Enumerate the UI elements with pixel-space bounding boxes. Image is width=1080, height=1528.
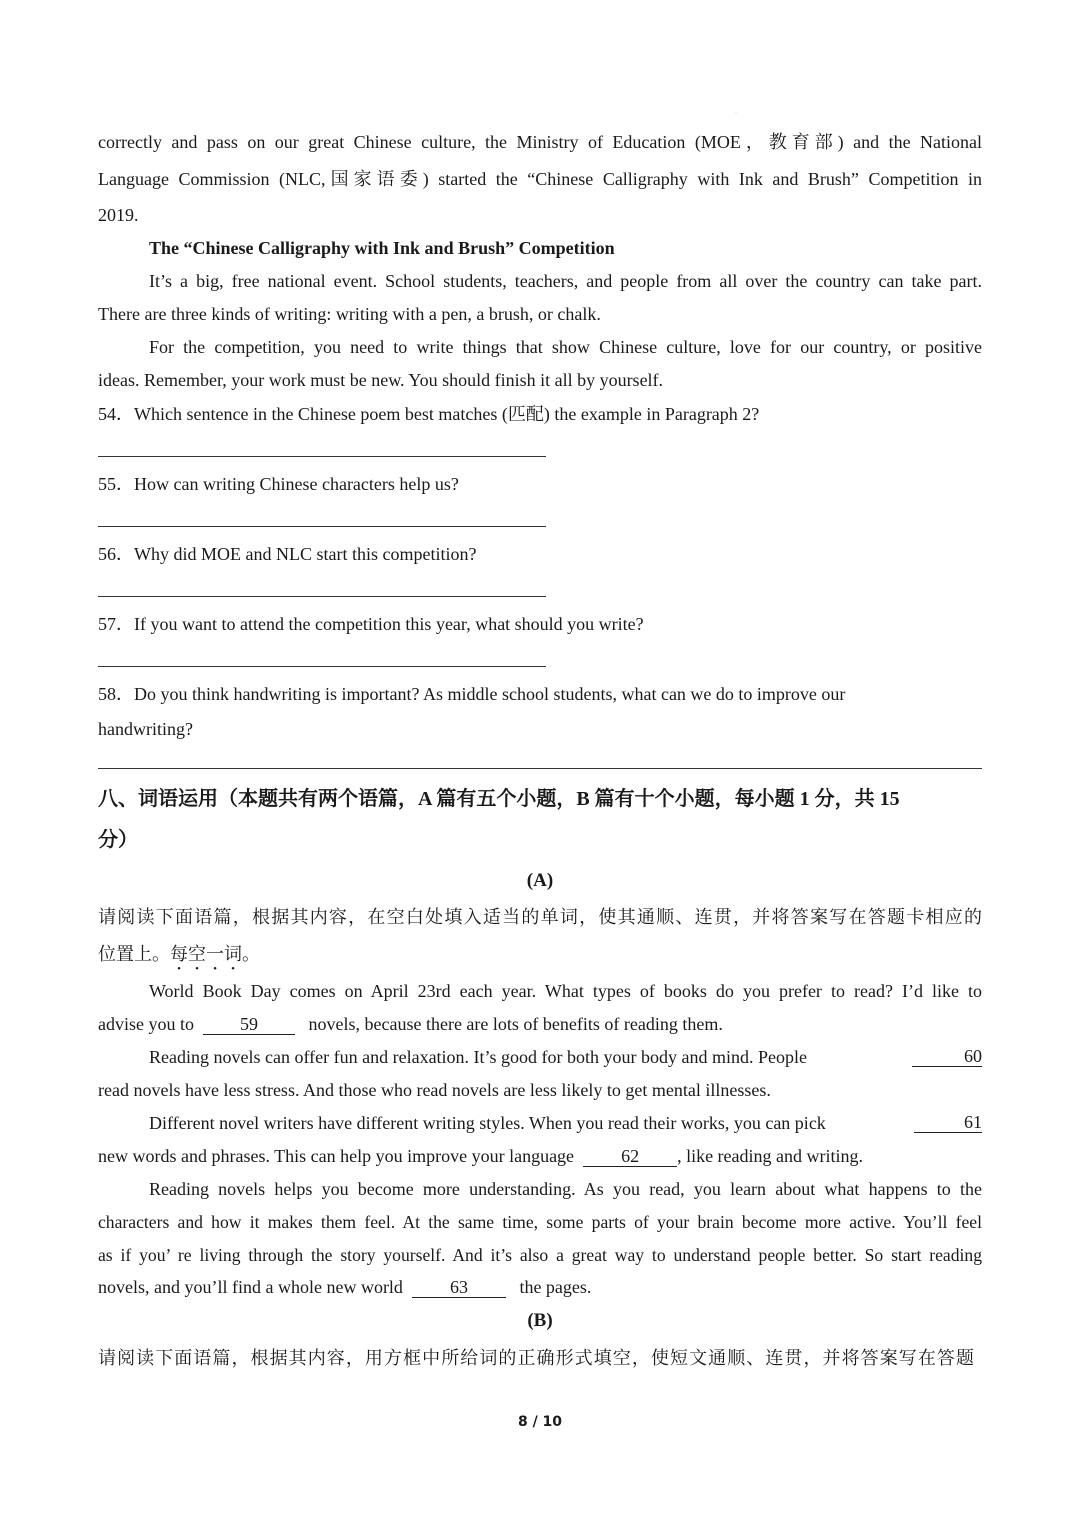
blank-60[interactable]: 60 xyxy=(912,1046,982,1067)
part-b-instruction: 请阅读下面语篇，根据其内容，用方框中所给词的正确形式填空，使短文通顺、连贯，并将答案写在答题 xyxy=(98,1348,974,1368)
passage-a-line: Different novel writers have different writing styles. When you read their works, you can pick 61 xyxy=(149,1112,982,1133)
answer-line-54[interactable] xyxy=(98,456,546,457)
blank-61[interactable]: 61 xyxy=(914,1112,982,1133)
answer-line-58[interactable] xyxy=(98,768,982,769)
passage-line: For the competition, you need to write things that show Chinese culture, love for our country, or positive xyxy=(149,337,982,357)
passage-subheading: The “Chinese Calligraphy with Ink and Brush” Competition xyxy=(149,238,615,258)
part-a-label: (A) xyxy=(526,870,554,891)
passage-line: correctly and pass on our great Chinese culture, the Ministry of Education (MOE，教育部) and the National xyxy=(98,132,982,152)
answer-line-55[interactable] xyxy=(98,526,546,527)
question-57: 57．If you want to attend the competition this year, what should you write? xyxy=(98,614,644,634)
question-55: 55．How can writing Chinese characters help us? xyxy=(98,474,459,494)
question-54: 54．Which sentence in the Chinese poem best matches (匹配) the example in Paragraph 2? xyxy=(98,404,760,424)
passage-a-line: read novels have less stress. And those who read novels are less likely to get mental illnesses. xyxy=(98,1080,771,1100)
page-number: 8 / 10 xyxy=(517,1414,563,1430)
passage-a-line: new words and phrases. This can help you improve your language 62 , like reading and writing. xyxy=(98,1146,864,1166)
section-heading: 八、词语运用（本题共有两个语篇，A 篇有五个小题，B 篇有十个小题，每小题 1 分，共 15 xyxy=(98,788,900,810)
question-56: 56．Why did MOE and NLC start this competition? xyxy=(98,544,477,564)
section-heading-continued: 分） xyxy=(98,829,138,851)
passage-line: 2019. xyxy=(98,205,139,225)
passage-line: It’s a big, free national event. School students, teachers, and people from all over the country can take part. xyxy=(149,271,982,291)
answer-line-57[interactable] xyxy=(98,666,546,667)
passage-a-line: as if you’ re living through the story yourself. And it’s also a great way to understand people better. So start reading xyxy=(98,1245,982,1265)
passage-line: ideas. Remember, your work must be new. You should finish it all by yourself. xyxy=(98,370,664,390)
passage-a-line: Reading novels can offer fun and relaxation. It’s good for both your body and mind. People 60 xyxy=(149,1046,982,1067)
blank-63[interactable]: 63 xyxy=(412,1277,506,1298)
passage-a-line: novels, and you’ll find a whole new world 63 the pages. xyxy=(98,1277,592,1297)
passage-line: Language Commission (NLC,国家语委) started the “Chinese Calligraphy with Ink and Brush” Competition in xyxy=(98,169,982,189)
passage-a-line: characters and how it makes them feel. At the same time, some parts of your brain become more active. You’ll feel xyxy=(98,1212,982,1232)
passage-a-line: advise you to 59 novels, because there are lots of benefits of reading them. xyxy=(98,1014,723,1034)
blank-62[interactable]: 62 xyxy=(583,1146,677,1167)
blank-59[interactable]: 59 xyxy=(203,1014,295,1035)
stray-mark: · xyxy=(735,110,737,116)
passage-line: There are three kinds of writing: writing with a pen, a brush, or chalk. xyxy=(98,304,601,324)
question-58-continued: handwriting? xyxy=(98,719,193,739)
question-58: 58．Do you think handwriting is important? As middle school students, what can we do to improve our xyxy=(98,684,846,704)
passage-a-line: Reading novels helps you become more understanding. As you read, you learn about what happens to the xyxy=(149,1179,982,1199)
part-a-instruction-continued: 位置上。每空一词。 xyxy=(98,944,260,964)
part-a-instruction: 请阅读下面语篇，根据其内容，在空白处填入适当的单词，使其通顺、连贯，并将答案写在答题卡相应的 xyxy=(98,907,982,927)
answer-line-56[interactable] xyxy=(98,596,546,597)
part-b-label: (B) xyxy=(527,1310,553,1331)
passage-a-line: World Book Day comes on April 23rd each year. What types of books do you prefer to read? I’d like to xyxy=(149,981,982,1001)
